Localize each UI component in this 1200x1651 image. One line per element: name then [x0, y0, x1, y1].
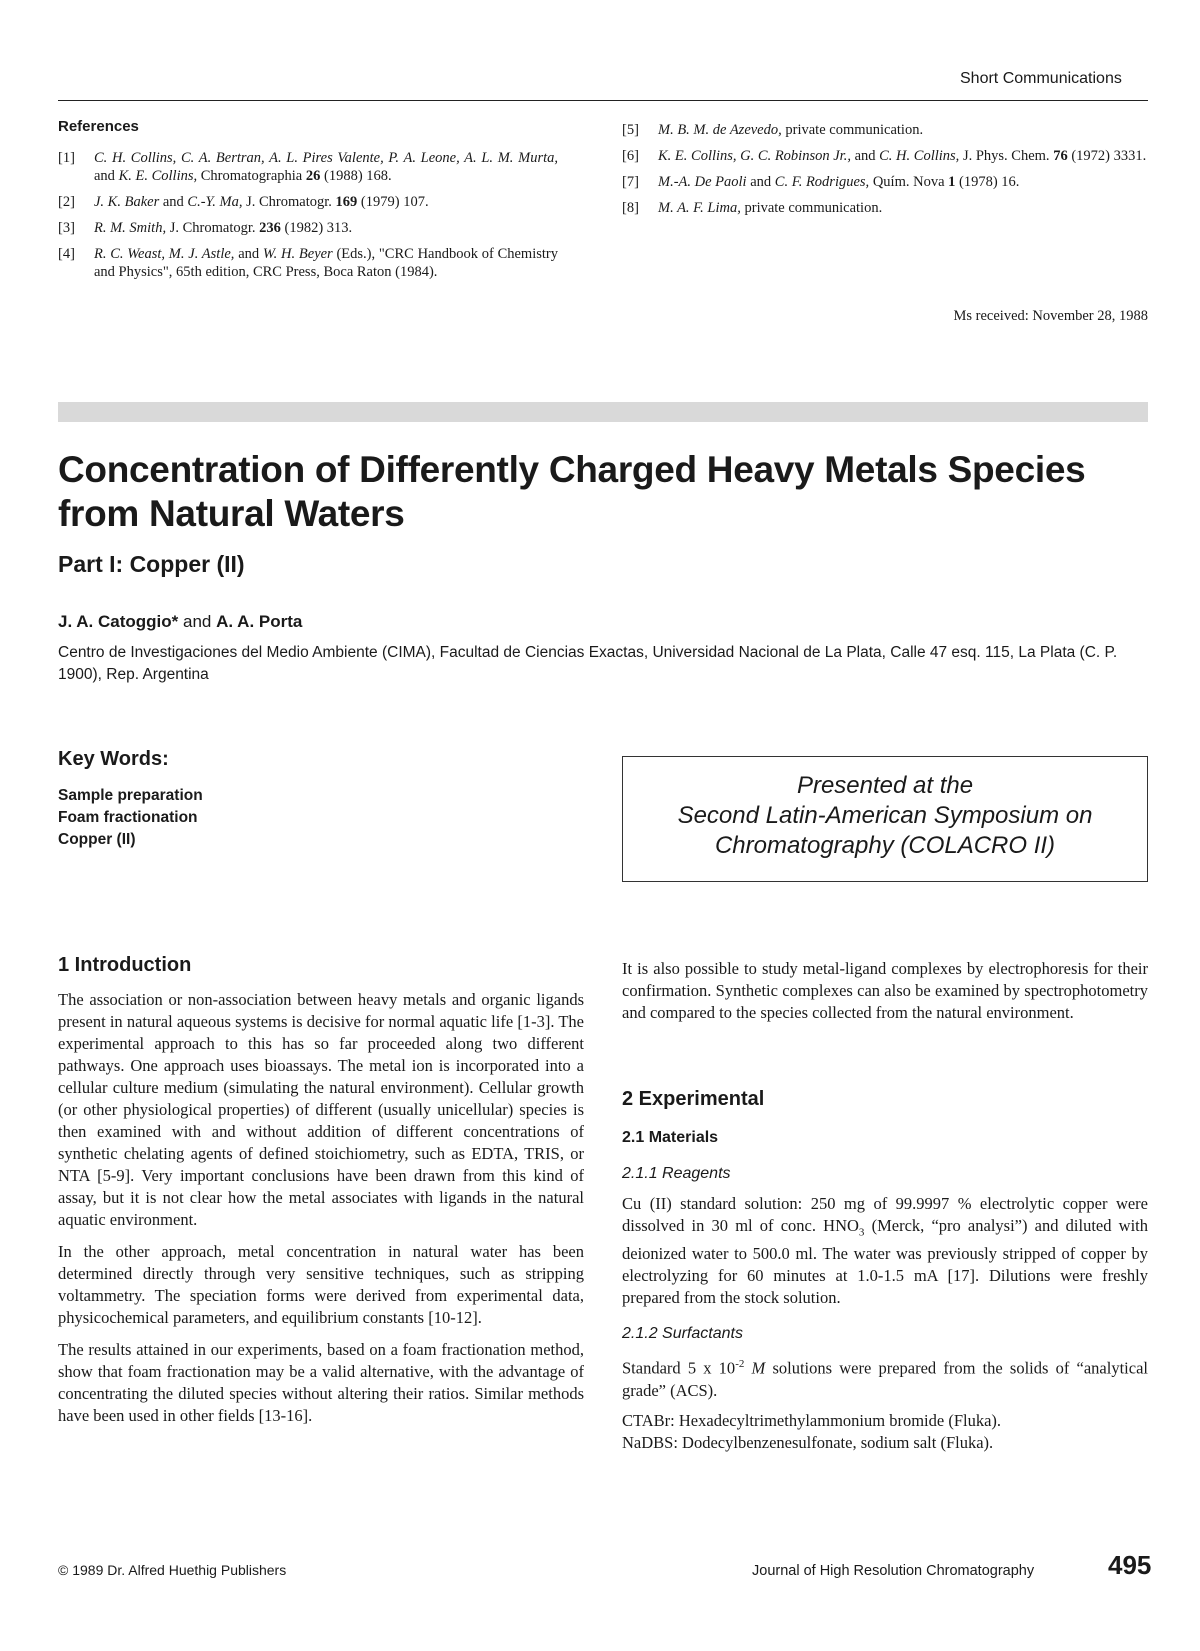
- reference-text: [94, 245, 558, 281]
- reference-source: private communication.: [781, 122, 924, 138]
- reference-authors-2: K. E. Collins,: [118, 168, 198, 184]
- reference-text: [94, 149, 558, 185]
- surfactants-text-b: solutions were prepared from the solids of “analytical grade” (ACS).: [622, 1358, 1148, 1400]
- reference-text: [658, 121, 923, 139]
- reference-item: [622, 173, 1148, 191]
- presented-line-1: Presented at the: [796, 772, 974, 799]
- reference-volume: 26: [305, 168, 321, 184]
- reference-number: [2]: [58, 194, 75, 210]
- reference-and: and: [234, 246, 263, 262]
- keyword-item: Copper (II): [58, 831, 136, 848]
- reference-source: J. Phys. Chem.: [959, 148, 1054, 164]
- reference-item: [622, 147, 1148, 165]
- footer-journal: Journal of High Resolution Chromatography: [752, 1563, 1035, 1579]
- reference-authors: M.-A. De Paoli: [658, 174, 747, 190]
- reagents-subscript: 3: [858, 1226, 865, 1239]
- reference-and: and: [94, 168, 119, 184]
- reference-source: (Eds.), "CRC Handbook of Chemistry and Physics", 65th edition, CRC Press, Boca Raton (1984).: [94, 246, 558, 280]
- reference-text: [658, 173, 1019, 191]
- reference-and: and: [746, 174, 775, 190]
- reference-and: and: [850, 148, 880, 164]
- surfactants-molar: M: [744, 1358, 766, 1378]
- reference-item: [622, 199, 1148, 217]
- body-left-column: [58, 954, 584, 1427]
- presented-line-3: Chromatography (COLACRO II): [714, 832, 1056, 859]
- intro-paragraph-1: The association or non-association between heavy metals and organic ligands present in natural aqueous systems is decisive for normal aquatic life [1-3]. The experimental approach to this has so far proceeded along two different pathways. One approach uses bioassays. The metal ion is incorporated into a cellular culture medium (simulating the natural environment). Cellular growth (or other physiological properties) of different (usually unicellular) species is then examined with and without addition of different concentrations of synthetic chelating agents of defined stoichiometry, such as EDTA, TRIS, or NTA [5-9]. Very important conclusions have been drawn from this kind of assay, but it is not clear how the metal associates with ligands in the natural aquatic environment.: [58, 990, 584, 1229]
- reagents-text-b: (Merck, “pro analysi”) and diluted with deionized water to 500.0 ml. The water was previously stripped of copper by electrolyzing for 60 minutes at 1.0-1.5 mA [17]. Dilutions were freshly prepared from the stock solution.: [622, 1216, 1148, 1308]
- author-and: and: [178, 612, 217, 631]
- authors: [58, 612, 302, 632]
- affiliation: Centro de Investigaciones del Medio Ambiente (CIMA), Facultad de Ciencias Exactas, Universidad Nacional de La Plata, Calle 47 esq. 115, La Plata (C. P. 1900), Rep. Argentina: [58, 644, 1118, 683]
- ctabr-line: CTABr: Hexadecyltrimethylammonium bromide (Fluka).: [622, 1410, 1002, 1430]
- reference-source: private communication.: [740, 200, 883, 216]
- reference-authors: M. B. M. de Azevedo,: [658, 122, 782, 138]
- reference-number: [3]: [58, 220, 75, 236]
- reference-source: Chromatographia: [197, 168, 306, 184]
- keyword-item: Foam fractionation: [58, 809, 198, 826]
- nadbs-line: NaDBS: Dodecylbenzenesulfonate, sodium salt (Fluka).: [622, 1432, 994, 1452]
- reference-number: [6]: [622, 148, 639, 164]
- reference-authors-2: C. F. Rodrigues,: [774, 174, 870, 190]
- author-2: A. A. Porta: [216, 612, 303, 631]
- reference-tail: (1982) 313.: [280, 220, 353, 236]
- references-left-column: [58, 118, 558, 289]
- presented-line-2: Second Latin-American Symposium on: [677, 802, 1093, 829]
- page-number: 495: [1108, 1550, 1152, 1580]
- keywords-list: [58, 785, 203, 851]
- presented-at-box: [622, 756, 1148, 882]
- reference-number: [5]: [622, 122, 639, 138]
- references-list-left: [58, 149, 558, 281]
- reference-item: [58, 193, 558, 211]
- surfactants-paragraph: [622, 1353, 1148, 1402]
- reference-volume: 169: [335, 194, 358, 210]
- reference-authors-2: W. H. Beyer: [262, 246, 333, 262]
- article-title: Concentration of Differently Charged Heavy Metals Species from Natural Waters: [58, 449, 1086, 534]
- keywords-title: Key Words:: [58, 748, 169, 770]
- reference-source: J. Chromatogr.: [242, 194, 336, 210]
- intro-paragraph-2: In the other approach, metal concentration in natural water has been determined directly through very sensitive techniques, such as stripping voltammetry. The speciation forms were derived from experimental data, physicochemical parameters, and equilibrium constants [10-12].: [58, 1242, 584, 1327]
- surfactants-heading: 2.1.2 Surfactants: [622, 1325, 743, 1343]
- reference-source: J. Chromatogr.: [166, 220, 260, 236]
- experimental-heading: 2 Experimental: [622, 1088, 765, 1110]
- reference-authors: R. C. Weast, M. J. Astle,: [94, 246, 235, 262]
- reference-number: [8]: [622, 200, 639, 216]
- reference-tail: (1979) 107.: [357, 194, 429, 210]
- reference-authors-2: C. H. Collins,: [879, 148, 960, 164]
- manuscript-received: Ms received: November 28, 1988: [953, 308, 1148, 324]
- reference-authors: J. K. Baker: [94, 194, 160, 210]
- intro-paragraph-4: It is also possible to study metal-ligand complexes by electrophoresis for their confirmation. Synthetic complexes can also be examined by spectrophotometry and compared to the species collected from the natural environment.: [622, 959, 1148, 1022]
- reference-authors: C. H. Collins, C. A. Bertran, A. L. Pires Valente, P. A. Leone, A. L. M. Murta,: [94, 150, 558, 166]
- reference-volume: 76: [1053, 148, 1068, 164]
- references-right-column: [622, 121, 1148, 225]
- title-band: [58, 402, 1148, 422]
- keyword-item: Sample preparation: [58, 787, 203, 804]
- references-title: References: [58, 118, 139, 135]
- materials-heading: 2.1 Materials: [622, 1129, 719, 1146]
- references-list-right: [622, 121, 1148, 217]
- reference-number: [1]: [58, 150, 75, 166]
- reference-text: [94, 193, 429, 211]
- intro-paragraph-3: The results attained in our experiments, based on a foam fractionation method, show that foam fractionation may be a valid alternative, with the advantage of concentrating the diluted species without altering their ratios. Similar methods have been used in other fields [13-16].: [58, 1340, 584, 1425]
- reference-source: Quím. Nova: [869, 174, 949, 190]
- reference-number: [7]: [622, 174, 639, 190]
- reference-tail: (1988) 168.: [320, 168, 392, 184]
- body-right-column: [622, 958, 1148, 1454]
- reference-authors: K. E. Collins, G. C. Robinson Jr.,: [658, 148, 851, 164]
- author-1: J. A. Catoggio*: [58, 612, 179, 631]
- reference-and: and: [159, 194, 188, 210]
- running-head: Short Communications: [960, 70, 1122, 87]
- reference-text: [94, 219, 352, 237]
- reference-authors: R. M. Smith,: [94, 220, 167, 236]
- reference-volume: 1: [948, 174, 956, 190]
- article-subtitle: Part I: Copper (II): [58, 551, 245, 577]
- reference-item: [58, 245, 558, 281]
- reference-number: [4]: [58, 246, 75, 262]
- reagents-heading: 2.1.1 Reagents: [622, 1165, 731, 1182]
- header-rule: [58, 100, 1148, 101]
- reagents-text-a: Cu (II) standard solution: 250 mg of 99.9997 % electrolytic copper were dissolved in 30 ml of conc. HNO: [622, 1194, 1148, 1235]
- footer-copyright: © 1989 Dr. Alfred Huethig Publishers: [58, 1562, 287, 1578]
- reference-tail: (1972) 3331.: [1067, 148, 1147, 164]
- surfactants-text-a: Standard 5 x 10: [622, 1358, 736, 1378]
- surfactants-superscript: -2: [735, 1358, 745, 1371]
- reference-item: [622, 121, 1148, 139]
- reference-authors-2: C.-Y. Ma,: [187, 194, 243, 210]
- reagents-paragraph: [622, 1193, 1148, 1309]
- reference-authors: M. A. F. Lima,: [658, 200, 741, 216]
- reference-tail: (1978) 16.: [955, 174, 1020, 190]
- reference-text: [658, 147, 1146, 165]
- reference-item: [58, 149, 558, 185]
- reference-text: [658, 199, 882, 217]
- introduction-heading: 1 Introduction: [58, 954, 192, 976]
- reference-volume: 236: [259, 220, 281, 236]
- reference-item: [58, 219, 558, 237]
